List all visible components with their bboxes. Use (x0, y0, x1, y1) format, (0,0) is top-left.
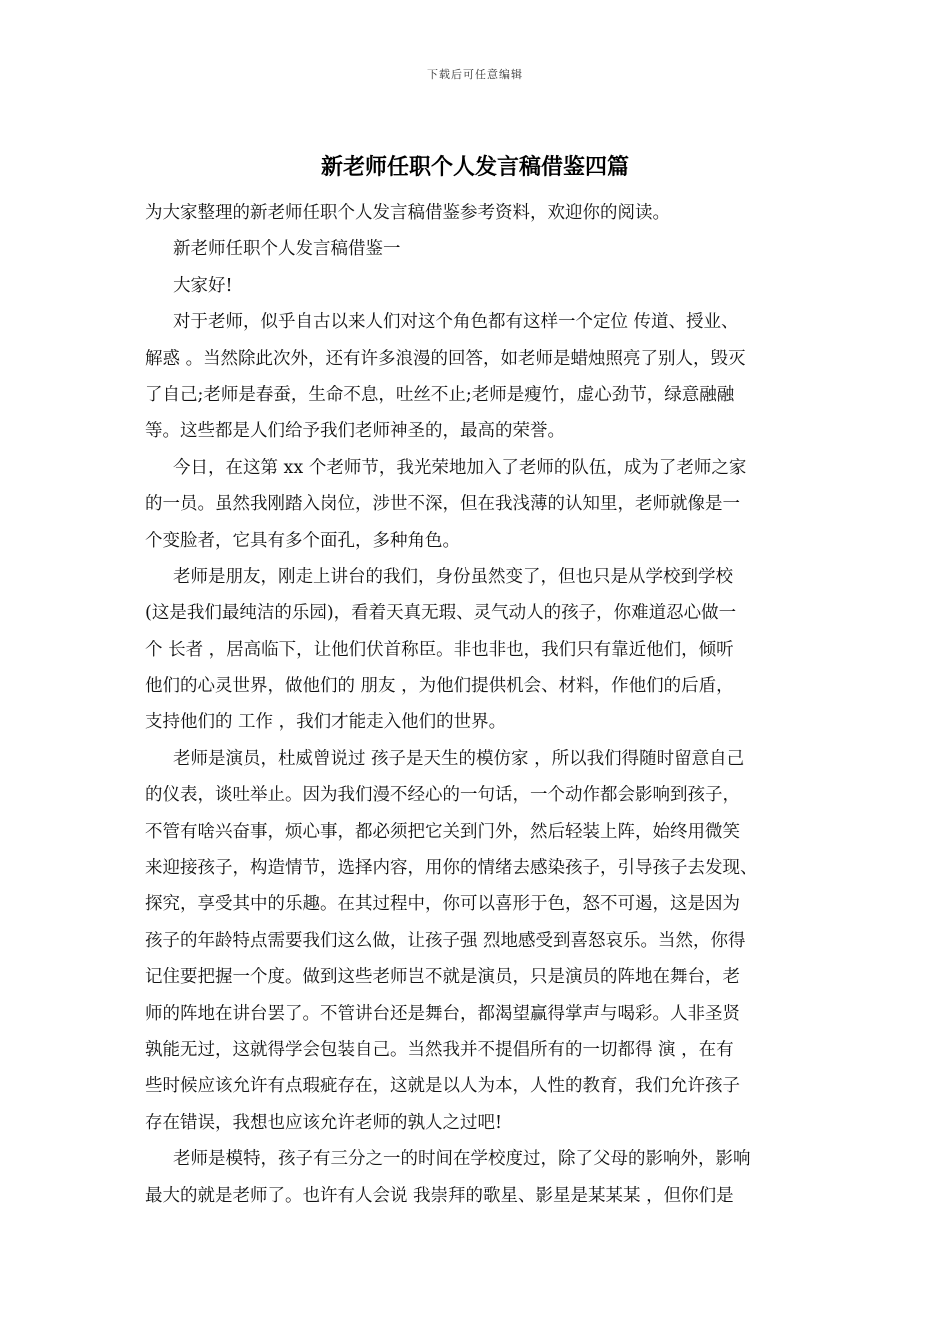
body-line: 来迎接孩子，构造情节，选择内容，用你的情绪去感染孩子，引导孩子去发现、 (145, 858, 758, 879)
body-line: 的仪表，谈吐举止。因为我们漫不经心的一句话，一个动作都会影响到孩子， (145, 785, 740, 806)
body-line: 解惑 。当然除此次外，还有许多浪漫的回答，如老师是蜡烛照亮了别人，毁灭 (145, 348, 746, 369)
document-body (145, 195, 810, 1214)
body-line: 记住要把握一个度。做到这些老师岂不就是演员，只是演员的阵地在舞台，老 (145, 967, 740, 988)
body-line: 个变脸者，它具有多个面孔，多种角色。 (145, 530, 460, 551)
body-line: 他们的心灵世界，做他们的 朋友 ，为他们提供机会、材料，作他们的后盾， (145, 676, 734, 697)
body-line: 孰能无过，这就得学会包装自己。当然我并不提倡所有的一切都得 演 ，在有 (145, 1039, 734, 1060)
body-line: 存在错误，我想也应该允许老师的孰人之过吧! (145, 1112, 503, 1133)
body-line: 的一员。虽然我刚踏入岗位，涉世不深，但在我浅薄的认知里，老师就像是一 (145, 494, 740, 515)
body-line: 大家好! (173, 275, 233, 296)
body-line: 师的阵地在讲台罢了。不管讲台还是舞台，都渴望赢得掌声与喝彩。人非圣贤 (145, 1003, 740, 1024)
body-line: 了自己;老师是春蚕，生命不息，吐丝不止;老师是瘦竹，虚心劲节，绿意融融 (145, 384, 735, 405)
body-line: 等。这些都是人们给予我们老师神圣的，最高的荣誉。 (145, 421, 565, 442)
body-line: 最大的就是老师了。也许有人会说 我崇拜的歌星、影星是某某某 ，但你们是 (145, 1185, 734, 1206)
header-note: 下载后可任意编辑 (427, 68, 523, 81)
body-line: 今日，在这第 xx 个老师节，我光荣地加入了老师的队伍，成为了老师之家 (173, 457, 747, 478)
body-line: 孩子的年龄特点需要我们这么做，让孩子强 烈地感受到喜怒哀乐。当然，你得 (145, 930, 746, 951)
body-line: 老师是模特，孩子有三分之一的时间在学校度过，除了父母的影响外，影响 (173, 1149, 751, 1170)
document-title: 新老师任职个人发言稿借鉴四篇 (320, 154, 629, 180)
body-line: 为大家整理的新老师任职个人发言稿借鉴参考资料，欢迎你的阅读。 (145, 203, 670, 223)
body-line: 对于老师，似乎自古以来人们对这个角色都有这样一个定位 传道、授业、 (173, 312, 739, 333)
body-line: 老师是演员，杜威曾说过 孩子是天生的模仿家 ，所以我们得随时留意自己 (173, 748, 745, 769)
body-line: 个 长者 ，居高临下，让他们伏首称臣。非也非也，我们只有靠近他们，倾听 (145, 639, 734, 660)
body-line: 新老师任职个人发言稿借鉴一 (173, 239, 401, 260)
body-line: 老师是朋友，刚走上讲台的我们，身份虽然变了，但也只是从学校到学校 (173, 566, 733, 587)
body-line: 支持他们的 工作 ，我们才能走入他们的世界。 (145, 712, 507, 733)
body-line: 探究，享受其中的乐趣。在其过程中，你可以喜形于色，怒不可遏，这是因为 (145, 894, 740, 915)
body-line: 不管有啥兴奋事，烦心事，都必须把它关到门外，然后轻装上阵，始终用微笑 (145, 821, 740, 842)
body-line: 些时候应该允许有点瑕疵存在，这就是以人为本，人性的教育，我们允许孩子 (145, 1076, 740, 1097)
body-line: (这是我们最纯洁的乐园)，看着天真无瑕、灵气动人的孩子，你难道忍心做一 (145, 603, 737, 624)
